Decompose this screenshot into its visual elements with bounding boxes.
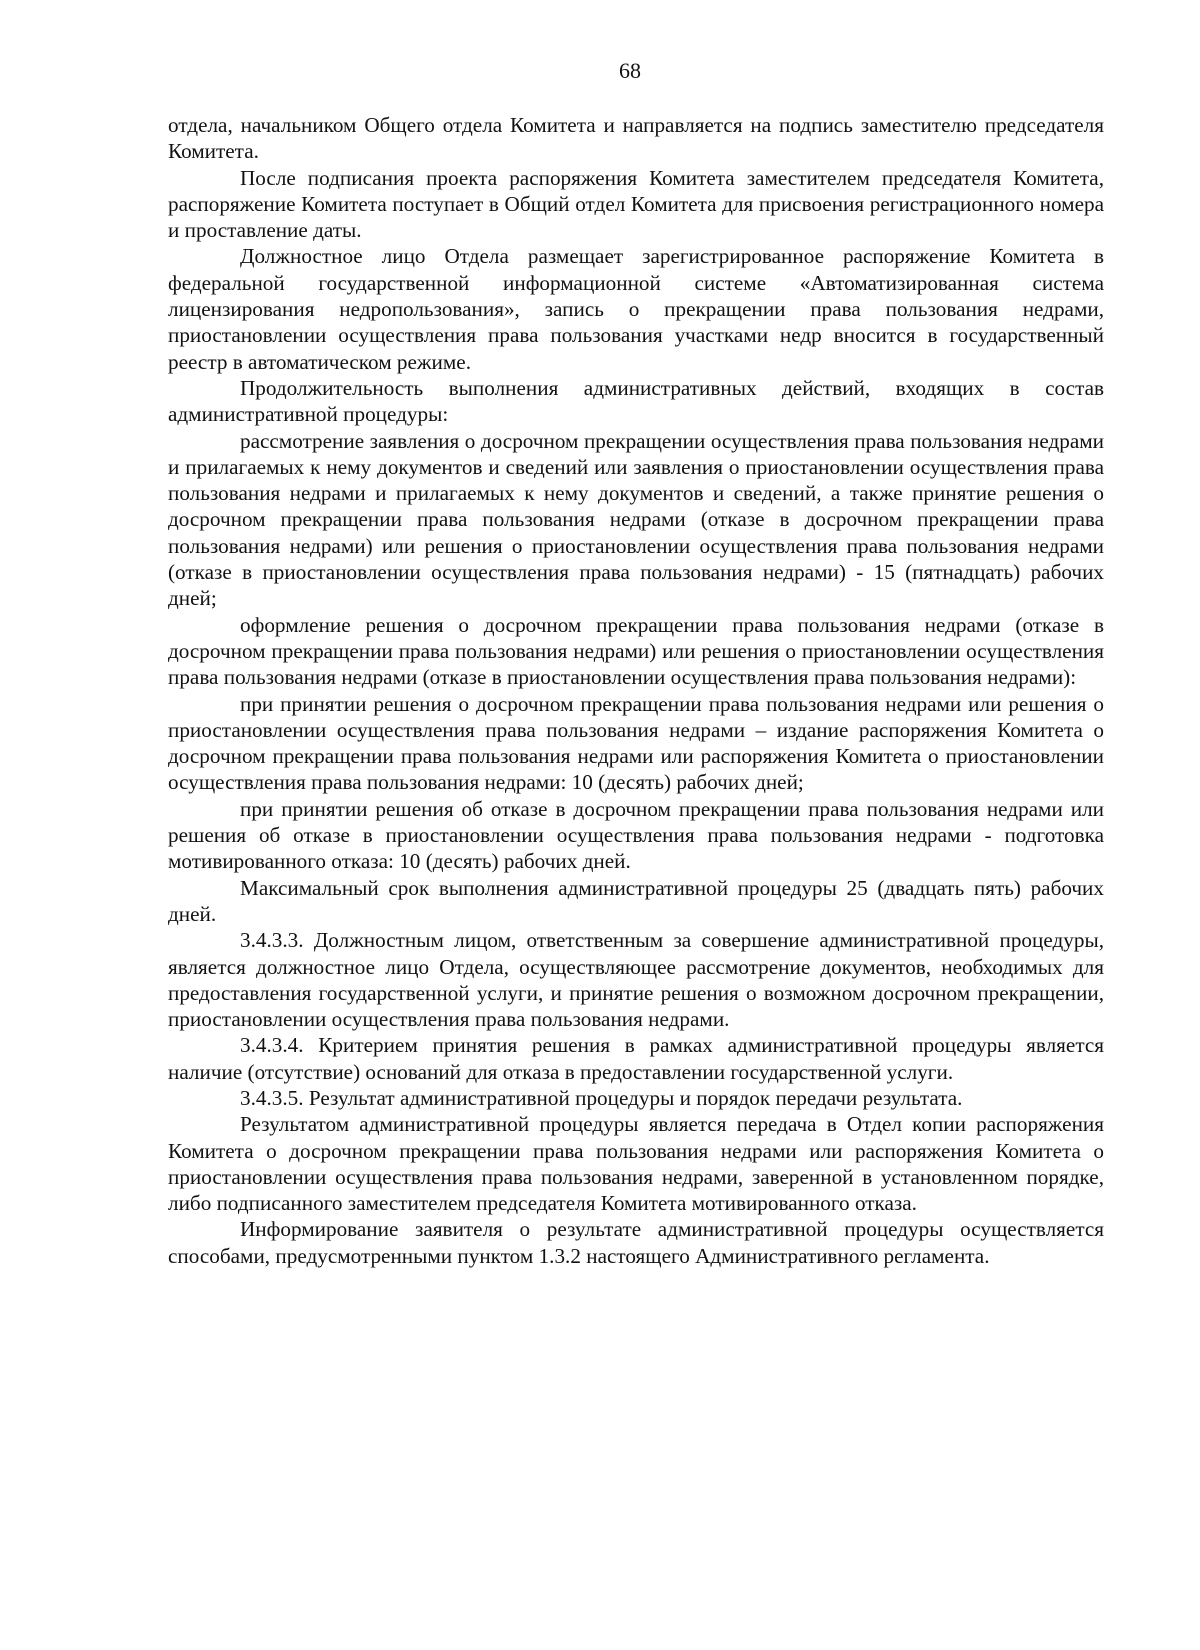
paragraph: 3.4.3.3. Должностным лицом, ответственным за совершение административной процедуры, является должностное лицо Отдела, осуществляющее рассмотрение документов, необходимых для предоставления государственной услуги, и принятие решения о возможном досрочном прекращении, приостановлении осуществления права пользования недрами. (168, 928, 1104, 1032)
paragraph: оформление решения о досрочном прекращении права пользования недрами (отказе в досрочном прекращении права пользования недрами) или решения о приостановлении осуществления права пользования недрами (отказе в приостановлении осуществления права пользования недрами): (168, 612, 1104, 690)
paragraph: отдела, начальником Общего отдела Комитета и направляется на подпись заместителю председателя Комитета. (168, 113, 1104, 164)
paragraph: при принятии решения об отказе в досрочном прекращении права пользования недрами или решения об отказе в приостановлении осуществления права пользования недрами - подготовка мотивированного отказа: 10 (десять) рабочих дней. (168, 796, 1104, 874)
paragraph: Максимальный срок выполнения административной процедуры 25 (двадцать пять) рабочих дней. (168, 875, 1104, 926)
paragraph: После подписания проекта распоряжения Комитета заместителем председателя Комитета, распоряжение Комитета поступает в Общий отдел Комитета для присвоения регистрационного номера и проставление даты. (168, 165, 1104, 243)
paragraph: при принятии решения о досрочном прекращении права пользования недрами или решения о приостановлении осуществления права пользования недрами – издание распоряжения Комитета о досрочном прекращении права пользования недрами или распоряжения Комитета о приостановлении осуществления права пользования недрами: 10 (десять) рабочих дней; (168, 691, 1104, 795)
paragraph: Информирование заявителя о результате административной процедуры осуществляется способами, предусмотренными пунктом 1.3.2 настоящего Административного регламента. (168, 1217, 1104, 1268)
paragraph: рассмотрение заявления о досрочном прекращении осуществления права пользования недрами и прилагаемых к нему документов и сведений или заявления о приостановлении осуществления права пользования недрами и прилагаемых к нему документов и сведений, а также принятие решения о досрочном прекращении права пользования недрами (отказе в досрочном прекращении права пользования недрами) или решения о приостановлении осуществления права пользования недрами (отказе в приостановлении осуществления права пользования недрами) - 15 (пятнадцать) рабочих дней; (168, 428, 1104, 611)
paragraph: Должностное лицо Отдела размещает зарегистрированное распоряжение Комитета в федеральной государственной информационной системе «Автоматизированная система лицензирования недропользования», запись о прекращении права пользования недрами, приостановлении осуществления права пользования участками недр вносится в государственный реестр в автоматическом режиме. (168, 244, 1104, 374)
document-body (168, 112, 1104, 1269)
paragraph: 3.4.3.5. Результат административной процедуры и порядок передачи результата. (240, 1085, 963, 1110)
paragraph: Продолжительность выполнения административных действий, входящих в состав административной процедуры: (168, 375, 1104, 427)
page-number: 68 (619, 58, 641, 83)
paragraph: Результатом административной процедуры является передача в Отдел копии распоряжения Комитета о досрочном прекращении права пользования недрами или распоряжения Комитета о приостановлении осуществления права пользования недрами, заверенной в установленном порядке, либо подписанного заместителем председателя Комитета мотивированного отказа. (168, 1112, 1104, 1216)
paragraph: 3.4.3.4. Критерием принятия решения в рамках административной процедуры является наличие (отсутствие) оснований для отказа в предоставлении государственной услуги. (168, 1033, 1104, 1084)
